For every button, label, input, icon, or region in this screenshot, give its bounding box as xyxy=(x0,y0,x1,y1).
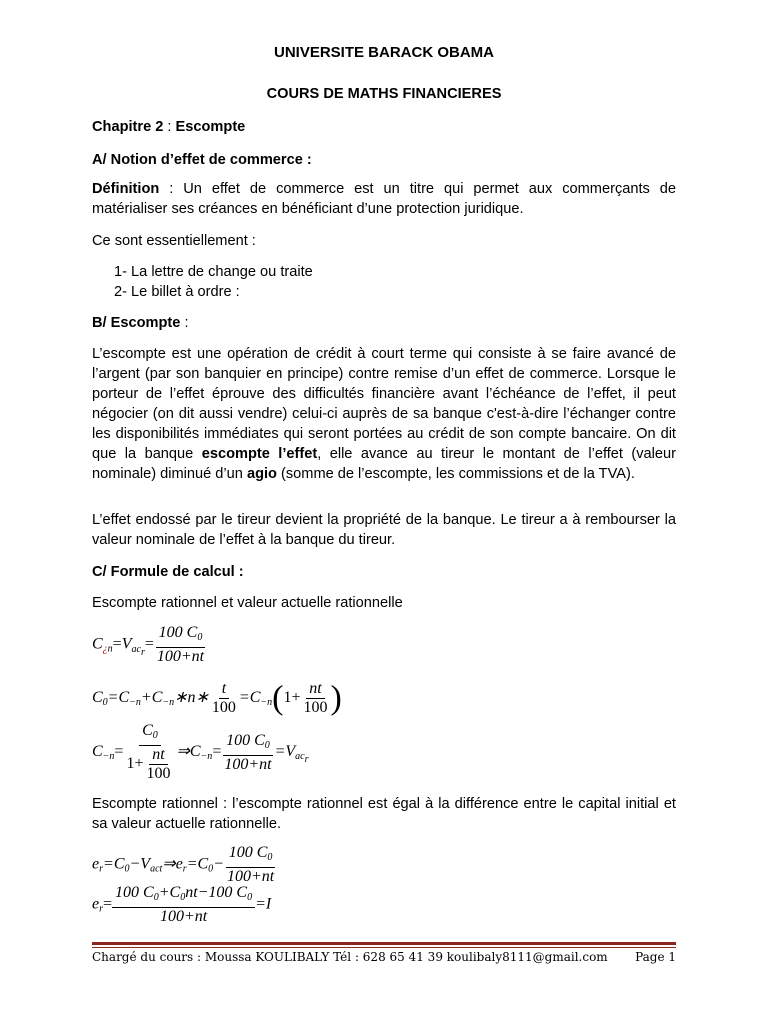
section-c-heading: C/ Formule de calcul : xyxy=(92,564,244,580)
definition-paragraph xyxy=(92,179,676,219)
section-a-heading: A/ Notion d’effet de commerce : xyxy=(92,152,312,168)
chapter-sep: : xyxy=(163,119,176,135)
rationnel-paragraph: Escompte rationnel : l’escompte rationnel est égal à la différence entre le capital initial et sa valeur actuelle rationnelle. xyxy=(92,796,676,832)
footer-rule-thin xyxy=(92,947,676,948)
escompte-bold-2: agio xyxy=(246,466,277,482)
chapter-name: Escompte xyxy=(175,119,246,135)
escompte-bold-1: escompte l’effet xyxy=(201,446,318,462)
list-intro: Ce sont essentiellement : xyxy=(92,233,256,249)
escompte-text-2: , elle avance au tireur le montant de l’effet (valeur nominale) diminué d’un xyxy=(92,446,677,482)
chapter-heading xyxy=(92,117,676,137)
course-title: COURS DE MATHS FINANCIERES xyxy=(266,86,502,102)
list-item: 2- Le billet à ordre : xyxy=(114,284,240,300)
footer-text: Chargé du cours : Moussa KOULIBALY Tél : 628 65 41 39 koulibaly8111@gmail.com xyxy=(92,950,608,964)
escompte-paragraph xyxy=(92,344,676,484)
escompte-text-3: (somme de l’escompte, les commissions et de la TVA). xyxy=(276,466,635,482)
section-b-heading xyxy=(92,313,676,333)
university-title: UNIVERSITE BARACK OBAMA xyxy=(273,44,494,61)
formula-4: $e_r=C_0-V_{act}\Rightarrow e_r=C_0-$ $\frac{100 C_0}{100+nt}$ xyxy=(92,844,275,885)
definition-term: Définition xyxy=(92,181,160,197)
formula-5: $e_r=$ $\frac{100 C_0+C_0nt-100 C_0}{100+nt}$ =I xyxy=(92,884,272,925)
escompte-text-1: L’escompte est une opération de crédit à court terme qui consiste à se faire avancé de l’argent (par son banquier en principe) contre remise d’un effet de commerce. Lorsque le porteur de l’effet éprouve des difficultés financière avant l’échéance de l’effet, il peut négocier (on dit aussi vendre) celui-ci auprès de sa banque c'est-à-dire l’échanger contre les disponibilités immédiates qui seront portées au crédit de son compte bancaire. On dit que la banque xyxy=(92,346,676,462)
list-item: 1- La lettre de change ou traite xyxy=(114,264,313,280)
formula-intro: Escompte rationnel et valeur actuelle rationnelle xyxy=(92,595,403,611)
formula-3: $C_{-n}=$ $C_0$ 1+ $\frac{nt}{100}$ $\Rightarrow C_{-n}=$ $\frac{100 C_0}{100+nt}$ $=V_{ac_r}$ xyxy=(92,722,309,782)
endos-paragraph: L’effet endossé par le tireur devient la propriété de la banque. Le tireur a à rembourser la valeur nominale de l’effet à la banque du tireur. xyxy=(92,512,676,548)
chapter-label: Chapitre 2 xyxy=(92,119,164,135)
instrument-list xyxy=(114,262,313,302)
formula-1: $C_{¿n}=V_{ac_r}=$ $\frac{100 C_0}{100+nt}$ xyxy=(92,624,205,665)
page-number: Page 1 xyxy=(635,950,676,964)
definition-text: : Un effet de commerce est un titre qui permet aux commerçants de matérialiser ses créances en bénéficiant d’une protection juridique. xyxy=(92,181,676,217)
section-b-title: B/ Escompte xyxy=(92,315,181,331)
footer-rule xyxy=(92,942,676,945)
footer xyxy=(92,950,676,964)
section-b-colon: : xyxy=(180,315,189,331)
formula-2: $C_0=C_{-n}+C_{-n}∗n∗$ $\frac{t}{100}$ $=C_{-n}(1+$ $\frac{nt}{100}$ ) xyxy=(92,679,342,717)
